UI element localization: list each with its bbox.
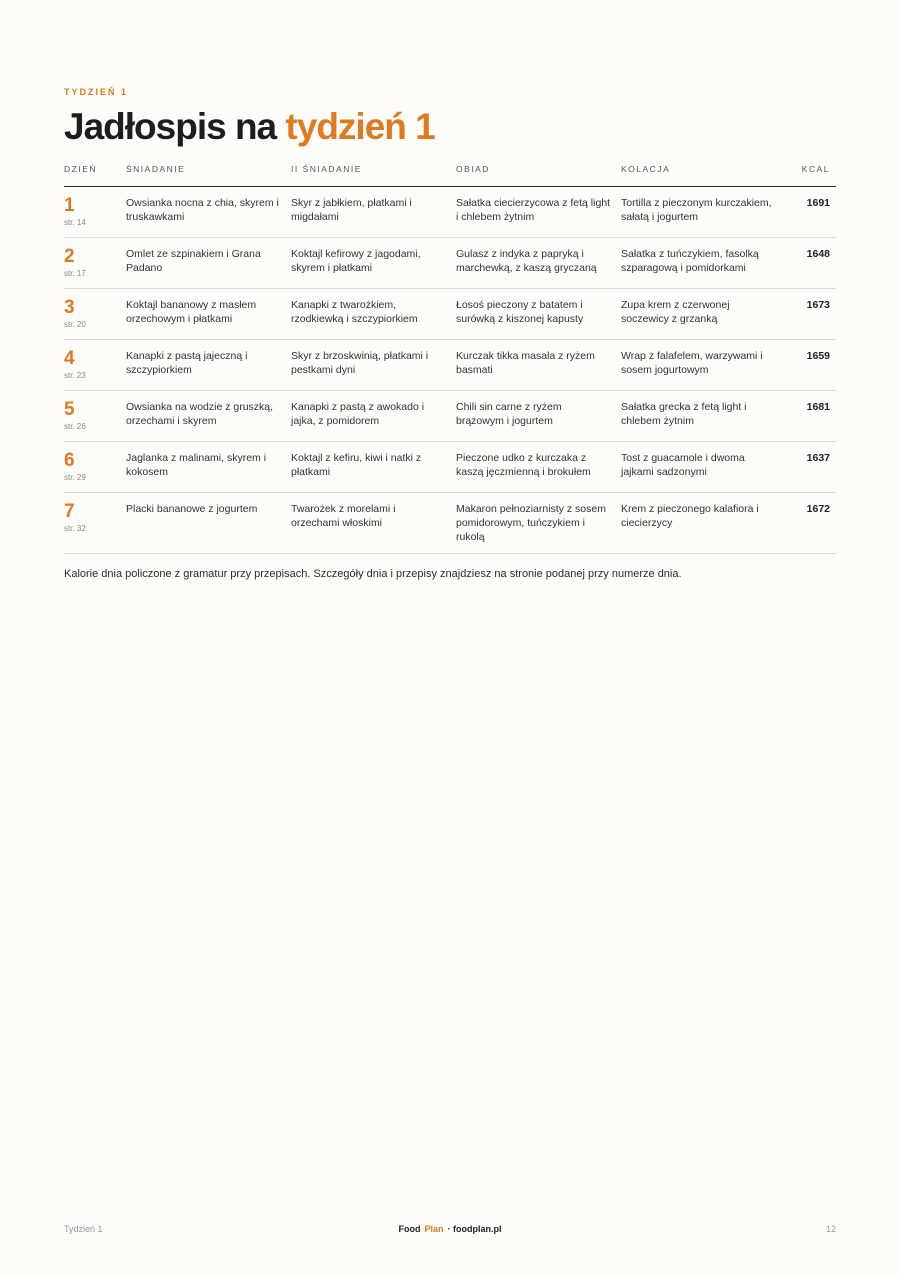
breakfast-cell: Placki bananowe z jogurtem xyxy=(126,493,291,554)
table-row xyxy=(64,493,836,554)
kcal-cell: 1648 xyxy=(786,238,836,289)
second-breakfast-cell: Twarożek z morelami i orzechami włoskimi xyxy=(291,493,456,554)
brand-food: Food xyxy=(398,1224,421,1234)
kcal-cell: 1691 xyxy=(786,187,836,238)
breakfast-cell: Koktajl bananowy z masłem orzechowym i płatkami xyxy=(126,289,291,340)
day-cell xyxy=(64,442,126,493)
table-row xyxy=(64,391,836,442)
table-row xyxy=(64,289,836,340)
breakfast-cell: Jaglanka z malinami, skyrem i kokosem xyxy=(126,442,291,493)
day-cell xyxy=(64,340,126,391)
breakfast-cell: Omlet ze szpinakiem i Grana Padano xyxy=(126,238,291,289)
lunch-cell: Makaron pełnoziarnisty z sosem pomidorowym, tuńczykiem i rukolą xyxy=(456,493,621,554)
day-number: 2 xyxy=(64,246,75,267)
dinner-cell: Sałatka grecka z fetą light i chlebem żytnim xyxy=(621,391,786,442)
page-footer xyxy=(64,1224,836,1238)
table-row xyxy=(64,187,836,238)
second-breakfast-cell: Skyr z brzoskwinią, płatkami i pestkami dyni xyxy=(291,340,456,391)
dinner-cell: Tortilla z pieczonym kurczakiem, sałatą i jogurtem xyxy=(621,187,786,238)
lunch-cell: Łosoś pieczony z batatem i surówką z kiszonej kapusty xyxy=(456,289,621,340)
lunch-cell: Sałatka ciecierzycowa z fetą light i chlebem żytnim xyxy=(456,187,621,238)
day-number: 1 xyxy=(64,195,75,216)
page xyxy=(64,0,836,1274)
footer-week-label: Tydzień 1 xyxy=(64,1224,103,1234)
lunch-cell: Pieczone udko z kurczaka z kaszą jęczmienną i brokułem xyxy=(456,442,621,493)
kcal-cell: 1659 xyxy=(786,340,836,391)
day-page-ref: str. 20 xyxy=(64,320,86,329)
footer-brand xyxy=(64,1224,836,1234)
day-cell xyxy=(64,187,126,238)
lunch-cell: Kurczak tikka masala z ryżem basmati xyxy=(456,340,621,391)
lunch-cell: Chili sin carne z ryżem brązowym i jogurtem xyxy=(456,391,621,442)
title-main: Jadłospis na xyxy=(64,106,277,147)
day-number: 4 xyxy=(64,348,75,369)
brand-plan: Plan xyxy=(424,1224,444,1234)
title-accent: tydzień 1 xyxy=(285,106,435,147)
day-page-ref: str. 32 xyxy=(64,524,86,533)
day-page-ref: str. 14 xyxy=(64,218,86,227)
second-breakfast-cell: Koktajl z kefiru, kiwi i natki z płatkami xyxy=(291,442,456,493)
lunch-cell: Gulasz z indyka z papryką i marchewką, z kaszą gryczaną xyxy=(456,238,621,289)
column-header-breakfast: ŚNIADANIE xyxy=(126,160,291,187)
column-header-kcal: KCAL xyxy=(786,160,836,187)
day-number: 6 xyxy=(64,450,75,471)
dinner-cell: Tost z guacamole i dwoma jajkami sadzonymi xyxy=(621,442,786,493)
day-number: 7 xyxy=(64,501,75,522)
day-page-ref: str. 23 xyxy=(64,371,86,380)
kcal-cell: 1672 xyxy=(786,493,836,554)
calorie-note: Kalorie dnia policzone z gramatur przy przepisach. Szczegóły dnia i przepisy znajdziesz na stronie podanej przy numerze dnia. xyxy=(64,568,682,580)
column-header-day: DZIEŃ xyxy=(64,160,126,187)
week-kicker: TYDZIEŃ 1 xyxy=(64,87,129,97)
breakfast-cell: Owsianka nocna z chia, skyrem i truskawkami xyxy=(126,187,291,238)
second-breakfast-cell: Koktajl kefirowy z jagodami, skyrem i płatkami xyxy=(291,238,456,289)
column-header-dinner: KOLACJA xyxy=(621,160,786,187)
kcal-cell: 1673 xyxy=(786,289,836,340)
page-title xyxy=(64,106,435,148)
column-header-lunch: OBIAD xyxy=(456,160,621,187)
day-cell xyxy=(64,238,126,289)
kcal-cell: 1681 xyxy=(786,391,836,442)
dinner-cell: Wrap z falafelem, warzywami i sosem jogurtowym xyxy=(621,340,786,391)
day-cell xyxy=(64,493,126,554)
table-row xyxy=(64,442,836,493)
second-breakfast-cell: Kanapki z twarożkiem, rzodkiewką i szczypiorkiem xyxy=(291,289,456,340)
breakfast-cell: Owsianka na wodzie z gruszką, orzechami i skyrem xyxy=(126,391,291,442)
day-cell xyxy=(64,391,126,442)
second-breakfast-cell: Kanapki z pastą z awokado i jajka, z pomidorem xyxy=(291,391,456,442)
page-number: 12 xyxy=(825,1224,836,1234)
table-row xyxy=(64,238,836,289)
table-header-row xyxy=(64,160,836,187)
table-row xyxy=(64,340,836,391)
day-page-ref: str. 29 xyxy=(64,473,86,482)
meal-plan-table xyxy=(64,160,836,554)
footer-site: · foodplan.pl xyxy=(447,1224,502,1234)
breakfast-cell: Kanapki z pastą jajeczną i szczypiorkiem xyxy=(126,340,291,391)
second-breakfast-cell: Skyr z jabłkiem, płatkami i migdałami xyxy=(291,187,456,238)
day-number: 3 xyxy=(64,297,75,318)
day-number: 5 xyxy=(64,399,75,420)
day-cell xyxy=(64,289,126,340)
day-page-ref: str. 17 xyxy=(64,269,86,278)
dinner-cell: Sałatka z tuńczykiem, fasolką szparagową i pomidorkami xyxy=(621,238,786,289)
dinner-cell: Krem z pieczonego kalafiora i ciecierzycy xyxy=(621,493,786,554)
kcal-cell: 1637 xyxy=(786,442,836,493)
day-page-ref: str. 26 xyxy=(64,422,86,431)
column-header-second-breakfast: II ŚNIADANIE xyxy=(291,160,456,187)
dinner-cell: Zupa krem z czerwonej soczewicy z grzanką xyxy=(621,289,786,340)
